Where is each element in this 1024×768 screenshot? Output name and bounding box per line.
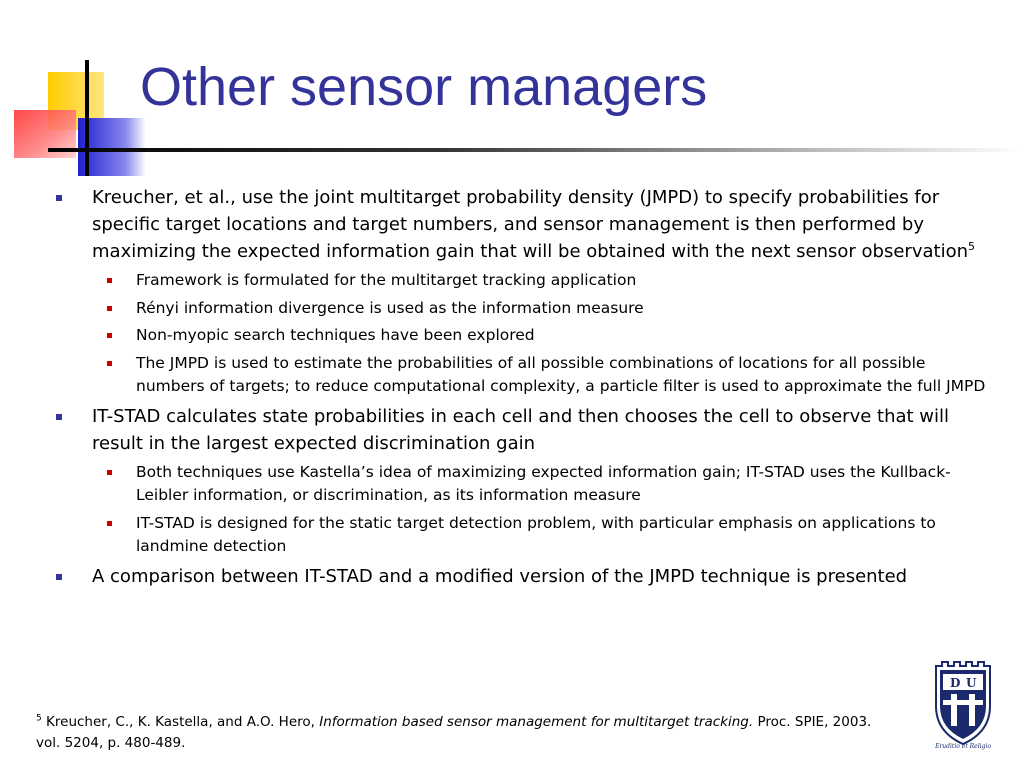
sub-bullet: [50, 512, 990, 559]
bullet-jmpd: [50, 184, 990, 265]
svg-text:U: U: [966, 676, 977, 690]
university-shield-logo: [930, 660, 996, 750]
footnote-title: Information based sensor management for multitarget tracking.: [319, 714, 754, 730]
square-bullet-icon: [56, 574, 62, 580]
svg-text:D: D: [950, 676, 961, 690]
sub-bullet-text: Framework is formulated for the multitarget tracking application: [136, 271, 637, 289]
title-decoration: [0, 0, 150, 180]
footnote-source: Proc. SPIE, 2003. vol. 5204, p. 480-489.: [36, 714, 872, 751]
square-bullet-icon: [56, 414, 62, 420]
square-bullet-icon: [107, 278, 112, 283]
bullet-text: Kreucher, et al., use the joint multitarget probability density (JMPD) to specify probabilities for specific target locations and target numbers, and sensor management is then performed by maximizing the expected information gain that will be obtained with the next sensor observation: [92, 187, 968, 262]
sub-bullet: [50, 269, 990, 293]
sub-bullet-text: Non-myopic search techniques have been explored: [136, 326, 535, 344]
square-bullet-icon: [56, 195, 62, 201]
square-bullet-icon: [107, 306, 112, 311]
sub-bullet: [50, 461, 990, 508]
sub-bullet-text: Rényi information divergence is used as the information measure: [136, 298, 644, 317]
bullet-text: A comparison between IT-STAD and a modified version of the JMPD technique is presented: [92, 565, 908, 587]
sub-bullet-text: IT-STAD is designed for the static target detection problem, with particular emphasis on applications to landmine detection: [136, 513, 936, 555]
footnote: [36, 712, 896, 754]
square-bullet-icon: [107, 361, 112, 366]
sub-bullet-text: The JMPD is used to estimate the probabilities of all possible combinations of locations for all possible numbers of targets; to reduce computational complexity, a particle filter is used to approximate the full JMPD: [136, 353, 986, 395]
sub-bullet: [50, 297, 990, 321]
square-bullet-icon: [107, 333, 112, 338]
bullet-comparison: [50, 563, 990, 590]
footnote-marker: 5: [36, 713, 42, 724]
footnote-authors: Kreucher, C., K. Kastella, and A.O. Hero,: [41, 714, 320, 730]
bullet-text: IT-STAD calculates state probabilities in each cell and then chooses the cell to observe that will result in the largest expected discrimination gain: [92, 405, 950, 454]
sub-bullet-text: Both techniques use Kastella’s idea of maximizing expected information gain; IT-STAD uses the Kullback-Leibler information, or discrimination, as its information measure: [136, 462, 951, 504]
sub-bullet: [50, 324, 990, 348]
sub-bullet: [50, 352, 990, 399]
title-rule: [48, 148, 1024, 152]
square-bullet-icon: [107, 521, 112, 526]
logo-motto: Eruditio et Religio: [935, 743, 991, 750]
slide-content: [50, 184, 990, 594]
bullet-it-stad: [50, 403, 990, 457]
square-bullet-icon: [107, 470, 112, 475]
footnote-ref: 5: [968, 240, 975, 253]
vertical-bar: [85, 60, 89, 176]
slide-title: Other sensor managers: [140, 57, 708, 117]
